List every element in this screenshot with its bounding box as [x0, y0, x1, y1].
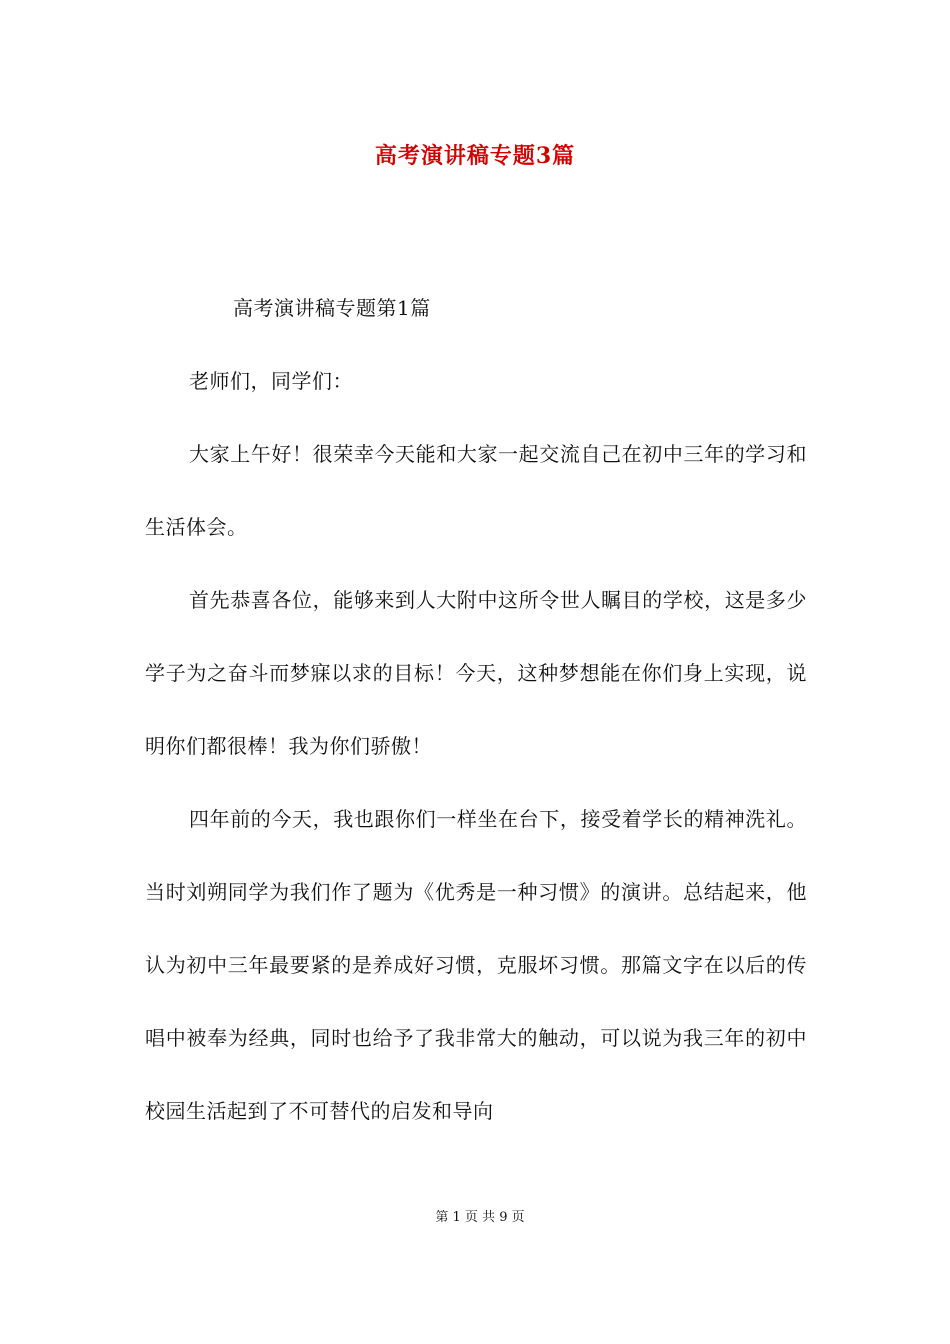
greeting-line: 老师们，同学们：: [189, 369, 353, 393]
document-body: [145, 272, 807, 1148]
page-number-footer: 第 1 页 共 9 页: [435, 1210, 525, 1225]
paragraph: 四年前的今天，我也跟你们一样坐在台下，接受着学长的精神洗礼。当时刘朔同学为我们作了题为《优秀是一种习惯》的演讲。总结起来，他认为初中三年最要紧的是养成好习惯，克服坏习惯。那篇文字在以后的传唱中被奉为经典，同时也给予了我非常大的触动，可以说为我三年的初中校园生活起到了不可替代的启发和导向: [145, 807, 807, 1123]
section-heading: 高考演讲稿专题第1篇: [233, 296, 431, 320]
document-title: 高考演讲稿专题3篇: [374, 143, 576, 169]
paragraph: 大家上午好！很荣幸今天能和大家一起交流自己在初中三年的学习和生活体会。: [145, 442, 807, 539]
paragraph: 首先恭喜各位，能够来到人大附中这所令世人瞩目的学校，这是多少学子为之奋斗而梦寐以求的目标！今天，这种梦想能在你们身上实现，说明你们都很棒！我为你们骄傲！: [145, 588, 807, 758]
